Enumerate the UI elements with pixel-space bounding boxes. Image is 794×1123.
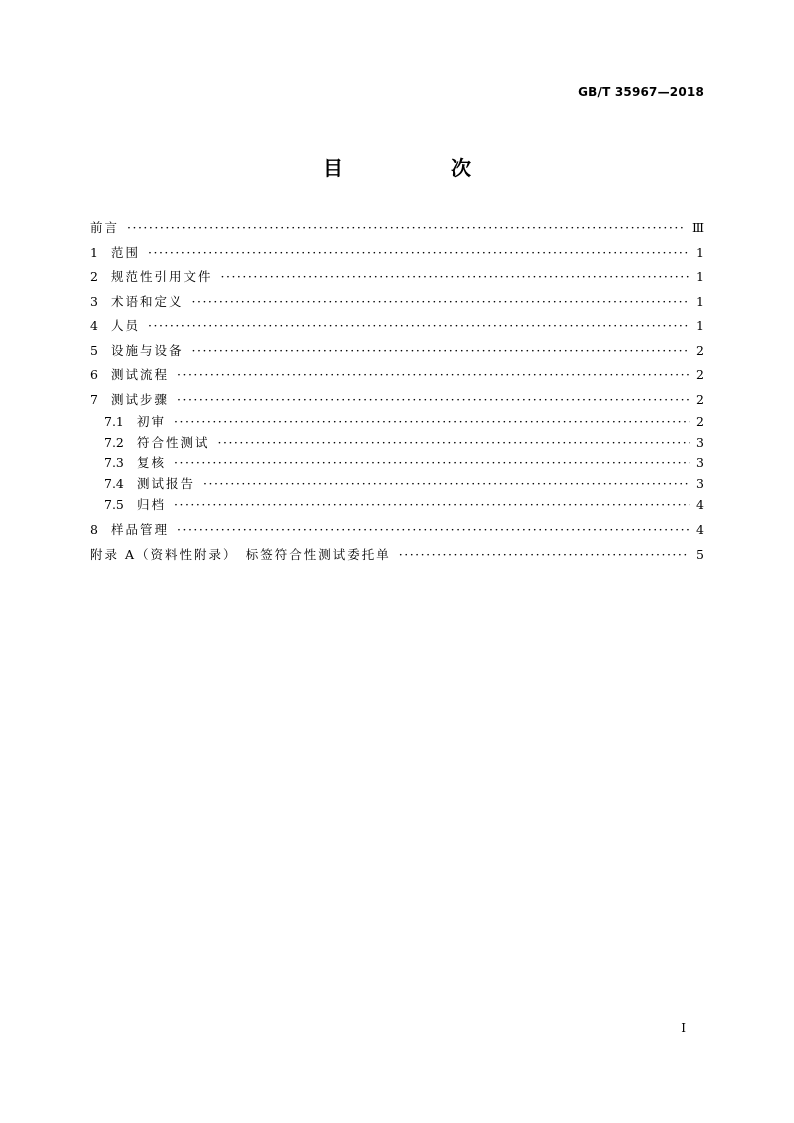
toc-entry-label: 测试流程 (111, 367, 170, 382)
toc-entry-number: 5 (90, 342, 98, 358)
toc-entry-annex-a[interactable] (90, 543, 704, 568)
toc-entry-label: 测试步骤 (111, 391, 170, 407)
toc-entry-number: 7.2 (104, 434, 124, 450)
toc-entry-page: 3 (696, 476, 704, 492)
toc-dot-leader (399, 543, 690, 568)
toc-entry-label: 设施与设备 (111, 342, 184, 358)
toc-entry-number: 6 (90, 367, 98, 382)
toc-entry-test-process[interactable] (90, 363, 704, 388)
toc-dot-leader (148, 314, 690, 339)
toc-entry-number: 1 (90, 244, 98, 260)
toc-dot-leader (218, 433, 690, 454)
toc-entry-page: 2 (696, 342, 704, 358)
toc-entry-label: 符合性测试 (137, 434, 210, 450)
toc-entry-label: 规范性引用文件 (111, 269, 213, 284)
toc-entry-label: 附录 A（资料性附录） 标签符合性测试委托单 (90, 546, 391, 562)
toc-dot-leader (174, 453, 690, 474)
toc-dot-leader (177, 518, 690, 543)
toc-entry-page: 2 (696, 391, 704, 407)
toc-dot-leader (203, 474, 690, 495)
toc-entry-label: 复核 (137, 455, 167, 471)
toc-entry-label: 人员 (111, 318, 141, 333)
toc-entry-page: 2 (696, 367, 704, 382)
page-title: 目 次 (323, 156, 515, 180)
toc-entry-page: 3 (696, 455, 704, 471)
toc-dot-leader (192, 339, 690, 364)
toc-dot-leader (174, 495, 690, 516)
toc-entry-number: 7.5 (104, 496, 124, 512)
toc-entry-label: 测试报告 (137, 476, 196, 492)
toc-dot-leader (192, 290, 690, 315)
toc-entry-number: 7.4 (104, 476, 124, 492)
toc-entry-test-steps[interactable] (90, 388, 704, 413)
toc-dot-leader (221, 265, 690, 290)
toc-entry-number: 7.3 (104, 455, 124, 471)
toc-entry-number: 7 (90, 391, 98, 407)
toc-entry-page: 3 (696, 434, 704, 450)
toc-entry-test-report[interactable] (90, 474, 704, 495)
toc-entry-scope[interactable] (90, 241, 704, 266)
toc-entry-page: 1 (696, 318, 704, 333)
toc-entry-number: 7.1 (104, 414, 124, 429)
toc-dot-leader (148, 241, 690, 266)
toc-entry-foreword[interactable] (90, 216, 704, 241)
toc-entry-label: 术语和定义 (111, 293, 184, 309)
toc-dot-leader (177, 388, 690, 413)
page-number: I (681, 1021, 686, 1035)
toc-entry-facilities-equipment[interactable] (90, 339, 704, 364)
toc-entry-label: 前言 (90, 220, 120, 235)
toc-dot-leader (127, 216, 686, 241)
toc-entry-sample-management[interactable] (90, 518, 704, 543)
toc-entry-archiving[interactable] (90, 495, 704, 516)
toc-entry-page: Ⅲ (691, 220, 704, 235)
toc-entry-number: 3 (90, 293, 98, 309)
toc-entry-number: 8 (90, 522, 98, 538)
toc-entry-number: 4 (90, 318, 98, 333)
toc-dot-leader (177, 363, 690, 388)
toc-entry-label: 归档 (137, 496, 167, 512)
toc-entry-number: 2 (90, 269, 98, 284)
toc-entry-preliminary-review[interactable] (90, 412, 704, 433)
standard-number: GB/T 35967—2018 (578, 85, 704, 99)
toc-entry-label: 初审 (137, 414, 167, 429)
toc-entry-page: 5 (696, 546, 704, 562)
toc-dot-leader (174, 412, 690, 433)
toc-entry-page: 4 (696, 496, 704, 512)
toc-entry-personnel[interactable] (90, 314, 704, 339)
toc-entry-label: 样品管理 (111, 522, 170, 538)
toc-entry-page: 2 (696, 414, 704, 429)
toc-entry-page: 1 (696, 244, 704, 260)
toc-entry-page: 1 (696, 269, 704, 284)
toc-entry-page: 4 (696, 522, 704, 538)
toc-entry-terms-definitions[interactable] (90, 290, 704, 315)
toc-entry-page: 1 (696, 293, 704, 309)
toc-entry-label: 范围 (111, 244, 141, 260)
toc-entry-conformance-test[interactable] (90, 433, 704, 454)
toc-entry-normative-references[interactable] (90, 265, 704, 290)
toc-entry-recheck[interactable] (90, 453, 704, 474)
table-of-contents (90, 216, 704, 567)
